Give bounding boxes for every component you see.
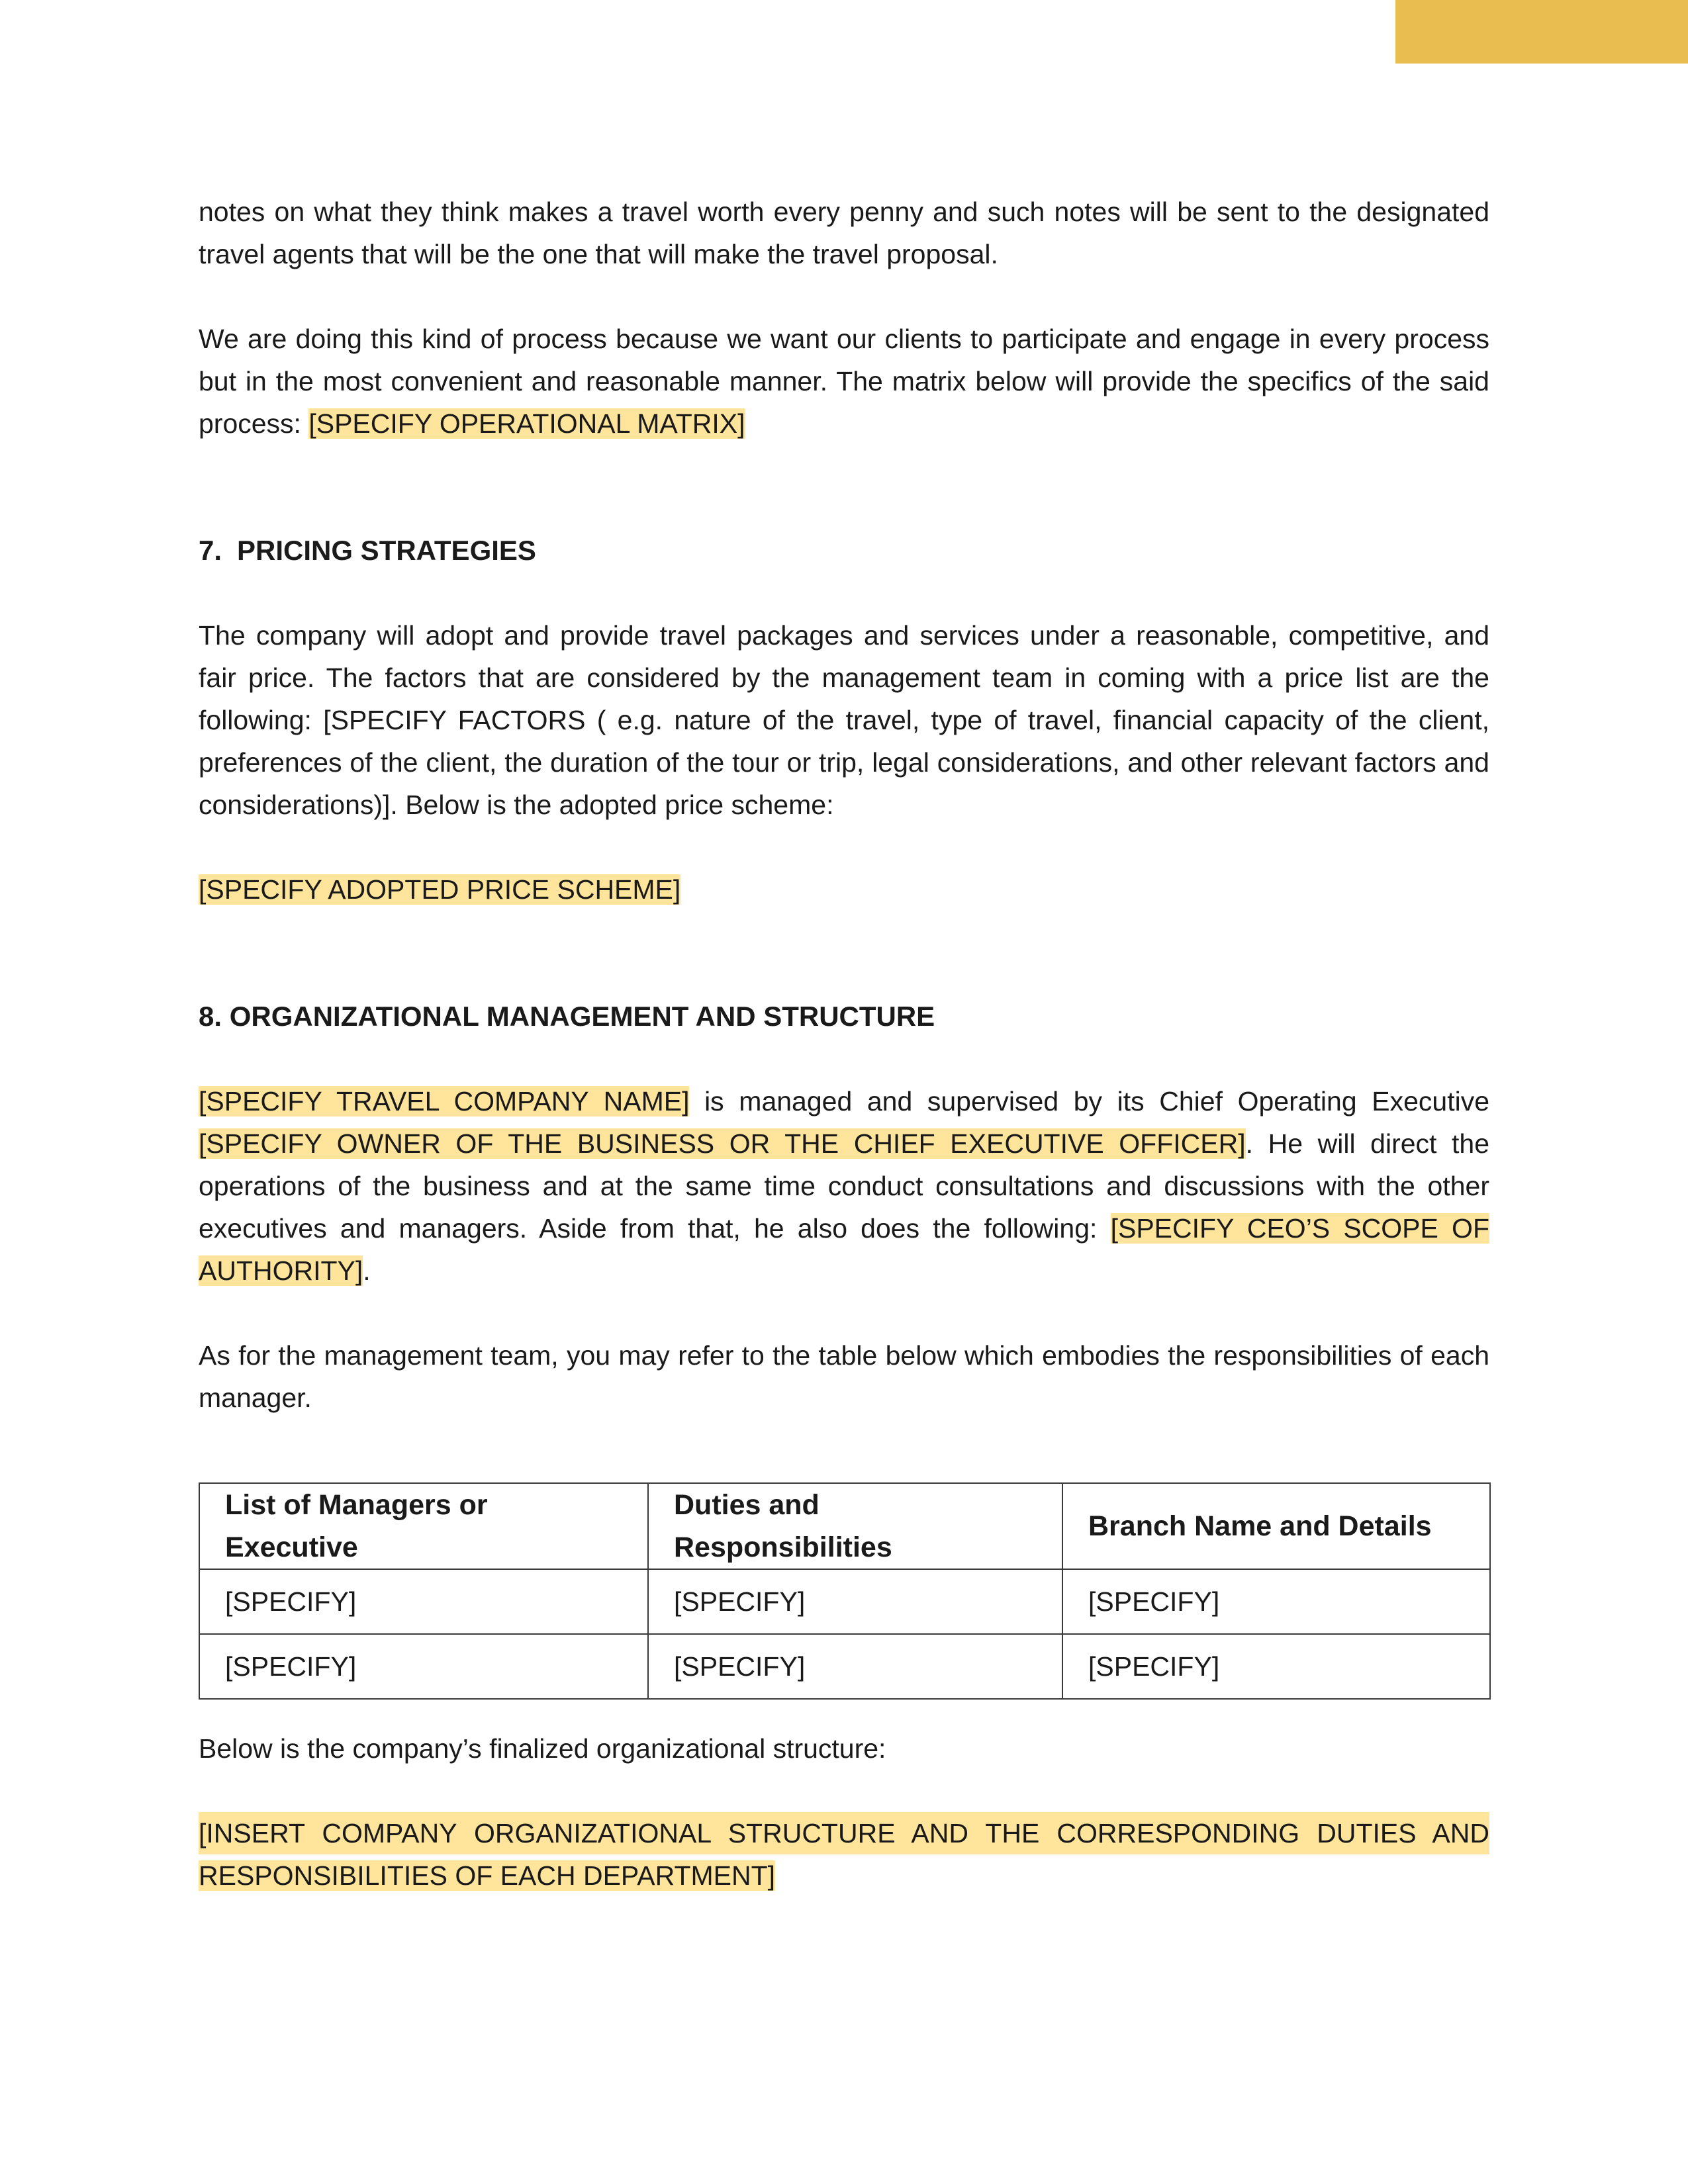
document-body [199, 191, 1489, 1897]
table-cell: [SPECIFY] [648, 1634, 1062, 1699]
intro-paragraph-2-text: We are doing this kind of process because we want our clients to participate and engage in every process but in the most convenient and reasonable manner. The matrix below will provide the specifics of the said process: [199, 324, 1489, 439]
intro-paragraph-1: notes on what they think makes a travel worth every penny and such notes will be sent to the designated travel agents that will be the one that will make the travel proposal. [199, 197, 1489, 269]
table-cell: [SPECIFY] [1062, 1569, 1490, 1634]
company-name-placeholder: [SPECIFY TRAVEL COMPANY NAME] [199, 1086, 690, 1116]
section-7-title: PRICING STRATEGIES [237, 535, 536, 566]
operational-matrix-placeholder: [SPECIFY OPERATIONAL MATRIX] [308, 408, 745, 439]
management-text-1: is managed and supervised by its Chief Operating Executive [689, 1086, 1490, 1116]
org-structure-intro: Below is the company’s finalized organizational structure: [199, 1733, 886, 1764]
org-structure-placeholder-line-2 [199, 1854, 1489, 1897]
section-7-number: 7. [199, 535, 222, 566]
corner-accent-tab [1395, 0, 1688, 64]
table-cell: [SPECIFY] [199, 1634, 648, 1699]
section-7-heading [199, 529, 1489, 572]
table-header-branch: Branch Name and Details [1062, 1483, 1490, 1569]
price-scheme-paragraph [199, 868, 1489, 911]
table-cell: [SPECIFY] [1062, 1634, 1490, 1699]
table-header-row [199, 1483, 1490, 1569]
intro-paragraph-2 [199, 318, 1489, 445]
table-cell: [SPECIFY] [648, 1569, 1062, 1634]
table-header-managers: List of Managers or Executive [199, 1483, 648, 1569]
section-8-heading: 8. ORGANIZATIONAL MANAGEMENT AND STRUCTURE [199, 1001, 935, 1032]
org-structure-placeholder-1: [INSERT COMPANY ORGANIZATIONAL STRUCTURE AND THE CORRESPONDING DUTIES AND [199, 1812, 1489, 1854]
managers-table [199, 1482, 1491, 1700]
price-scheme-placeholder: [SPECIFY ADOPTED PRICE SCHEME] [199, 874, 681, 905]
table-cell: [SPECIFY] [199, 1569, 648, 1634]
management-text-3: . [363, 1255, 371, 1286]
ceo-authority-placeholder: [SPECIFY CEO’S SCOPE OF AUTHORITY] [199, 1213, 1489, 1286]
management-paragraph [199, 1080, 1489, 1292]
table-row [199, 1569, 1490, 1634]
management-text-2: . He will direct the operations of the business and at the same time conduct consultations and discussions with the other executives and managers. Aside from that, he also does the following: [199, 1128, 1490, 1244]
ceo-placeholder: [SPECIFY OWNER OF THE BUSINESS OR THE CHIEF EXECUTIVE OFFICER] [199, 1128, 1246, 1159]
pricing-paragraph: The company will adopt and provide travel packages and services under a reasonable, competitive, and fair price. The factors that are considered by the management team in coming with a price list are the following: [SPECIFY FACTORS ( e.g. nature of the travel, type of travel, financial capacity of the client, preferences of the client, the duration of the tour or trip, legal considerations, and other relevant factors and considerations)]. Below is the adopted price scheme: [199, 620, 1489, 820]
table-row [199, 1634, 1490, 1699]
management-team-paragraph: As for the management team, you may refer to the table below which embodies the responsibilities of each manager. [199, 1340, 1489, 1413]
table-header-duties: Duties and Responsibilities [648, 1483, 1062, 1569]
org-structure-placeholder-2: RESPONSIBILITIES OF EACH DEPARTMENT] [199, 1860, 776, 1891]
org-structure-placeholder-line-1 [199, 1812, 1489, 1854]
